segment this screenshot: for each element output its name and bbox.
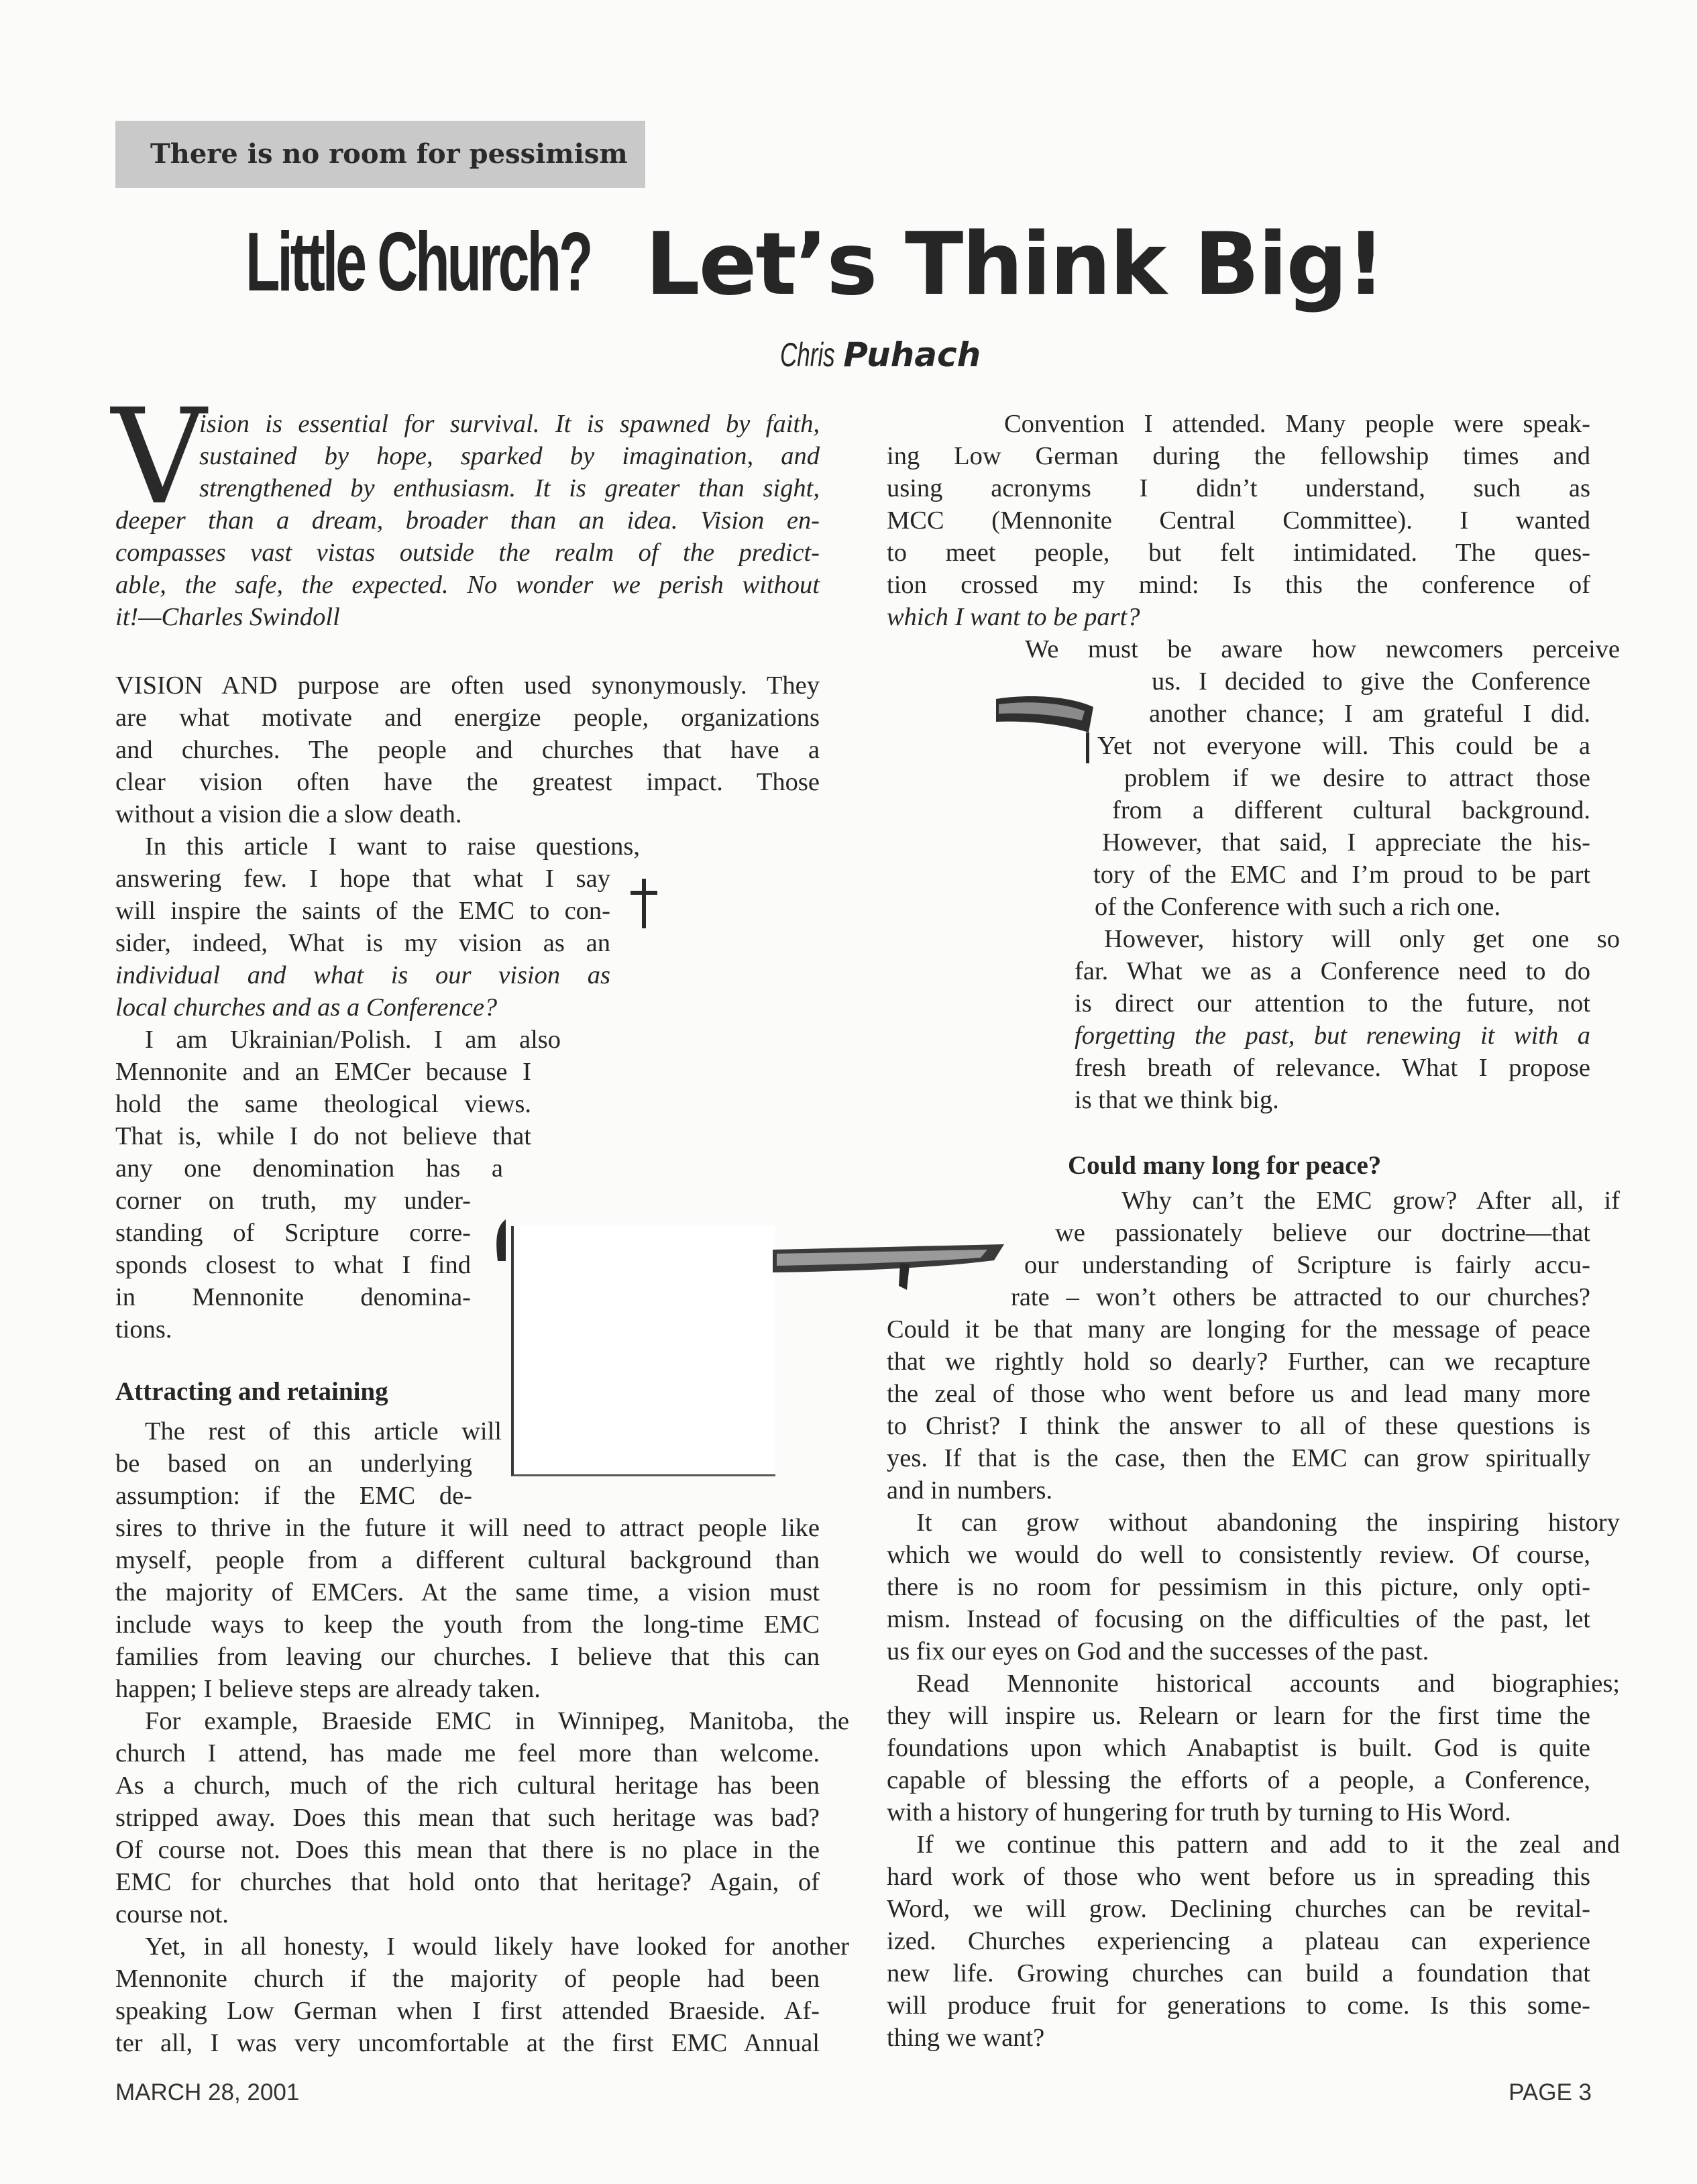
text-line: there is no room for pessimism in this picture, only opti- [887,1573,1590,1601]
text-line: tion crossed my mind: Is this the conference of [887,571,1590,599]
text-line: with a history of hungering for truth by turning to His Word. [887,1798,1511,1826]
text-line: Of course not. Does this mean that there is no place in the [115,1836,820,1864]
text-line: mism. Instead of focusing on the difficulties of the past, let [887,1605,1590,1633]
illustration-box [511,1226,775,1476]
text-line: EMC for churches that hold onto that heritage? Again, of [115,1868,820,1896]
text-line: sider, indeed, What is my vision as an [115,929,610,957]
text-line: foundations upon which Anabaptist is built. God is quite [887,1734,1590,1762]
text-line: course not. [115,1900,229,1928]
text-line: far. What we as a Conference need to do [1075,957,1590,985]
text-line: It can grow without abandoning the inspiring history [916,1509,1620,1537]
subhead-attracting: Attracting and retaining [115,1377,388,1406]
text-line: Word, we will grow. Declining churches can be revital- [887,1895,1590,1923]
text-line: deeper than a dream, broader than an idea. Vision en- [115,506,820,535]
illustration-fragment-top [996,691,1097,765]
text-line: yes. If that is the case, then the EMC can grow spiritually [887,1444,1590,1472]
text-line: able, the safe, the expected. No wonder we perish without [115,571,820,599]
text-line: Mennonite and an EMCer because I [115,1058,531,1086]
headline-part2: Let’s Think Big! [645,215,1384,315]
text-line: the majority of EMCers. At the same time, a vision must [115,1578,820,1606]
cross-icon [629,879,659,928]
text-line: If we continue this pattern and add to it the zeal and [916,1831,1620,1859]
text-line: us fix our eyes on God and the successes of the past. [887,1637,1429,1666]
text-line: strengthened by enthusiasm. It is greater than sight, [199,474,820,502]
text-line: happen; I believe steps are already taken. [115,1675,541,1703]
footer-date: MARCH 28, 2001 [115,2079,300,2106]
text-line: Mennonite church if the majority of people had been [115,1965,820,1993]
text-line: capable of blessing the efforts of a people, a Conference, [887,1766,1590,1794]
text-line: another chance; I am grateful I did. [1149,700,1590,728]
text-line: The rest of this article will [145,1417,502,1445]
text-line: which I want to be part? [887,603,1140,631]
text-line: is that we think big. [1075,1086,1279,1114]
text-line: Why can’t the EMC grow? After all, if [1121,1187,1620,1215]
text-line: they will inspire us. Relearn or learn for the first time the [887,1702,1590,1730]
section-kicker: There is no room for pessimism [115,121,645,188]
text-line: Yet, in all honesty, I would likely have looked for another [145,1932,849,1961]
text-line: That is, while I do not believe that [115,1122,531,1150]
text-line: will produce fruit for generations to come. Is this some- [887,1991,1590,2020]
text-line: speaking Low German when I first attended Braeside. Af- [115,1997,820,2025]
text-line: VISION AND purpose are often used synonymously. They [115,671,820,700]
text-line: tory of the EMC and I’m proud to be part [1093,861,1590,889]
text-line: ision is essential for survival. It is spawned by faith, [199,410,820,438]
text-line: Could it be that many are longing for the message of peace [887,1315,1590,1344]
text-line: new life. Growing churches can build a foundation that [887,1959,1590,1987]
text-line: us. I decided to give the Conference [1152,667,1590,696]
text-line: we passionately believe our doctrine—that [1055,1219,1590,1247]
illustration-fragment-bottom [773,1244,1004,1291]
text-line: using acronyms I didn’t understand, such as [887,474,1590,502]
text-line: any one denomination has a [115,1154,503,1183]
text-line: from a different cultural background. [1112,796,1590,824]
text-line: myself, people from a different cultural background than [115,1546,820,1574]
text-line: to meet people, but felt intimidated. The ques- [887,539,1590,567]
drop-cap: V [111,381,207,534]
text-line: MCC (Mennonite Central Committee). I wanted [887,506,1590,535]
text-line: However, history will only get one so [1104,925,1620,953]
text-line: of the Conference with such a rich one. [1095,893,1501,921]
headline-part1: Little Church? [245,216,591,309]
text-line: thing we want? [887,2024,1045,2052]
text-line: our understanding of Scripture is fairly accu- [1024,1251,1590,1279]
text-line: be based on an underlying [115,1450,472,1478]
text-line: and churches. The people and churches that have a [115,736,820,764]
text-line: will inspire the saints of the EMC to con- [115,897,610,925]
text-line: clear vision often have the greatest impact. Those [115,768,820,796]
text-line: without a vision die a slow death. [115,800,462,828]
text-line: tions. [115,1315,172,1344]
text-line: the zeal of those who went before us and lead many more [887,1380,1590,1408]
text-line: standing of Scripture corre- [115,1219,471,1247]
text-line: church I attend, has made me feel more than welcome. [115,1739,820,1767]
text-line: However, that said, I appreciate the his- [1102,828,1590,857]
byline-first: Chris [780,336,835,374]
text-line: sustained by hope, sparked by imagination, and [199,442,820,470]
text-line: hold the same theological views. [115,1090,531,1118]
text-line: compasses vast vistas outside the realm of the predict- [115,539,820,567]
subhead-peace: Could many long for peace? [1068,1151,1382,1180]
text-line: it!—Charles Swindoll [115,603,340,631]
text-line: In this article I want to raise questions, [145,832,640,861]
text-line: As a church, much of the rich cultural heritage has been [115,1771,820,1800]
text-line: are what motivate and energize people, organizations [115,704,820,732]
text-line: and in numbers. [887,1476,1052,1505]
text-line: hard work of those who went before us in spreading this [887,1863,1590,1891]
text-line: I am Ukrainian/Polish. I am also [145,1026,561,1054]
text-line: rate – won’t others be attracted to our churches? [1011,1283,1590,1311]
text-line: to Christ? I think the answer to all of these questions is [887,1412,1590,1440]
text-line: answering few. I hope that what I say [115,865,610,893]
text-line: corner on truth, my under- [115,1187,471,1215]
text-line: ter all, I was very uncomfortable at the first EMC Annual [115,2029,820,2057]
text-line: individual and what is our vision as [115,961,610,989]
text-line: Convention I attended. Many people were speak- [1004,410,1590,438]
text-line: problem if we desire to attract those [1124,764,1590,792]
footer-page: PAGE 3 [1509,2079,1592,2106]
illustration-fragment-left [494,1219,508,1261]
text-line: forgetting the past, but renewing it with a [1075,1022,1590,1050]
text-line: is direct our attention to the future, not [1075,989,1590,1018]
text-line: We must be aware how newcomers perceive [1025,635,1620,663]
text-line: ing Low German during the fellowship times and [887,442,1590,470]
text-line: in Mennonite denomina- [115,1283,471,1311]
text-line: For example, Braeside EMC in Winnipeg, Manitoba, the [145,1707,849,1735]
text-line: Read Mennonite historical accounts and biographies; [916,1670,1620,1698]
byline-last: Puhach [843,335,981,374]
text-line: fresh breath of relevance. What I propose [1075,1054,1590,1082]
text-line: sires to thrive in the future it will need to attract people like [115,1514,820,1542]
headline [245,215,1384,315]
text-line: stripped away. Does this mean that such heritage was bad? [115,1804,820,1832]
text-line: include ways to keep the youth from the long-time EMC [115,1610,820,1639]
text-line: that we rightly hold so dearly? Further, can we recapture [887,1348,1590,1376]
byline [757,335,981,374]
text-line: families from leaving our churches. I believe that this can [115,1643,820,1671]
text-line: ized. Churches experiencing a plateau can experience [887,1927,1590,1955]
text-line: Yet not everyone will. This could be a [1097,732,1590,760]
text-line: local churches and as a Conference? [115,993,498,1022]
text-line: assumption: if the EMC de- [115,1482,472,1510]
text-line: which we would do well to consistently review. Of course, [887,1541,1590,1569]
text-line: sponds closest to what I find [115,1251,471,1279]
